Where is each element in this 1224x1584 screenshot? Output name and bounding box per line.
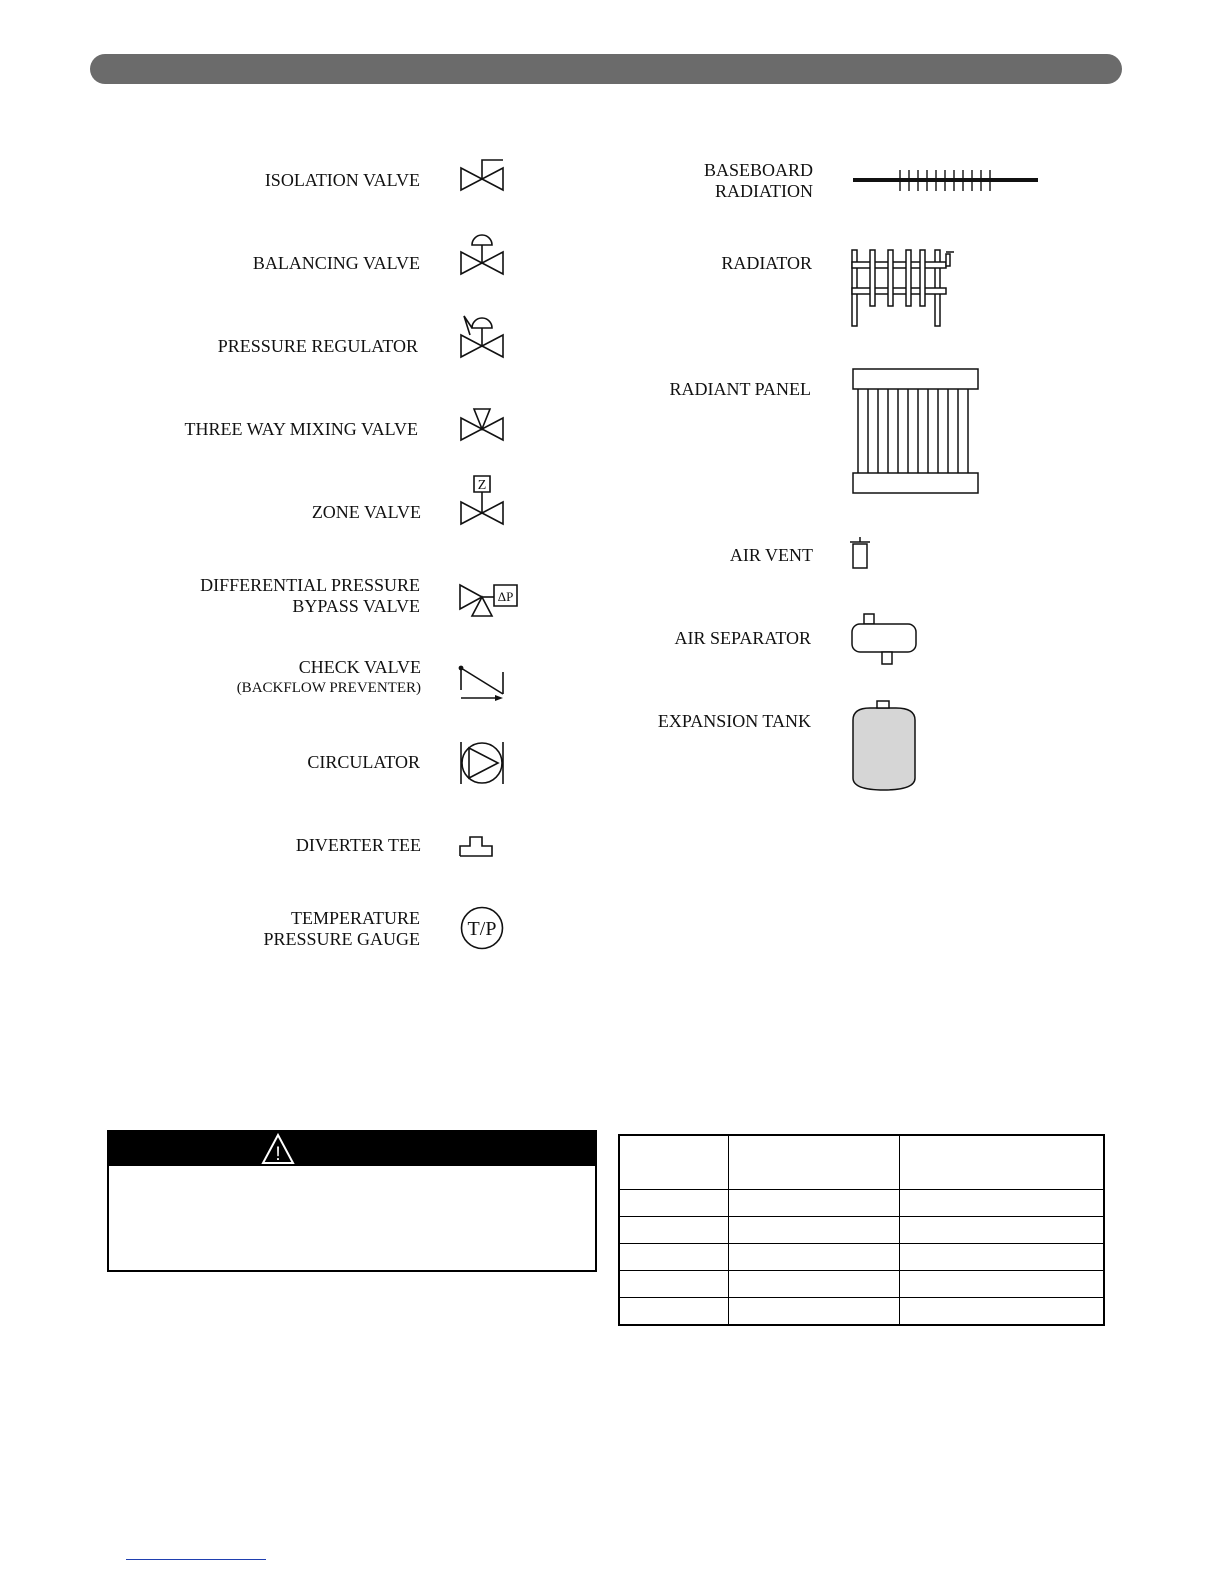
label-zone-valve: ZONE VALVE [311, 502, 421, 522]
table-cell [729, 1271, 900, 1298]
label-radiator: RADIATOR [721, 253, 812, 273]
label-circulator: CIRCULATOR [307, 752, 420, 772]
air-vent-icon [848, 535, 874, 571]
label-pressure-regulator: PRESSURE REGULATOR [217, 336, 418, 356]
diverter-tee-icon [458, 834, 496, 858]
table-header-cell [729, 1135, 900, 1190]
table-cell [619, 1190, 729, 1217]
table-cell [729, 1298, 900, 1326]
table-row [619, 1217, 1104, 1244]
warning-triangle-icon [261, 1133, 295, 1165]
warning-box [107, 1130, 597, 1272]
table-cell [900, 1244, 1104, 1271]
radiant-panel-icon [852, 368, 980, 496]
table-cell [619, 1244, 729, 1271]
baseboard-radiation-icon [852, 168, 1040, 194]
table-cell [900, 1190, 1104, 1217]
check-valve-icon [457, 662, 507, 702]
table-header-cell [619, 1135, 729, 1190]
table-cell [619, 1271, 729, 1298]
table-cell [900, 1217, 1104, 1244]
table-cell [900, 1298, 1104, 1326]
label-differential-pressure-bypass-valve: DIFFERENTIAL PRESSURE BYPASS VALVE [200, 575, 420, 616]
table-cell [729, 1244, 900, 1271]
balancing-valve-icon [460, 232, 506, 276]
label-air-vent: AIR VENT [729, 545, 813, 565]
zone-valve-icon [460, 474, 506, 526]
table-cell [900, 1271, 1104, 1298]
label-baseboard-radiation: BASEBOARD RADIATION [703, 160, 813, 201]
label-air-separator: AIR SEPARATOR [674, 628, 811, 648]
label-expansion-tank: EXPANSION TANK [657, 711, 811, 731]
temperature-pressure-gauge-icon [460, 906, 506, 952]
label-radiant-panel: RADIANT PANEL [669, 379, 811, 399]
svg-text:T/P: T/P [467, 918, 497, 940]
svg-text:ΔP: ΔP [497, 589, 514, 604]
label-isolation-valve: ISOLATION VALVE [264, 170, 420, 190]
table-cell [729, 1217, 900, 1244]
table-cell [619, 1298, 729, 1326]
svg-text:Z: Z [477, 478, 487, 493]
label-balancing-valve: BALANCING VALVE [252, 253, 420, 273]
table-row [619, 1190, 1104, 1217]
table-row [619, 1244, 1104, 1271]
table-header-row [619, 1135, 1104, 1190]
pressure-regulator-icon [458, 313, 506, 359]
header-bar [90, 54, 1122, 84]
label-temperature-pressure-gauge: TEMPERATURE PRESSURE GAUGE [263, 908, 420, 949]
svg-text:!: ! [275, 1144, 281, 1165]
air-separator-icon [850, 612, 920, 668]
three-way-mixing-valve-icon [460, 408, 506, 442]
label-check-valve: CHECK VALVE (BACKFLOW PREVENTER) [236, 657, 421, 696]
differential-pressure-bypass-valve-icon [458, 582, 520, 618]
label-diverter-tee: DIVERTER TEE [295, 835, 421, 855]
isolation-valve-icon [460, 158, 506, 192]
label-three-way-mixing-valve: THREE WAY MIXING VALVE [184, 419, 418, 439]
table-cell [619, 1217, 729, 1244]
warning-header [109, 1132, 595, 1166]
table-cell [729, 1190, 900, 1217]
table-header-cell [900, 1135, 1104, 1190]
spec-table [618, 1134, 1105, 1326]
radiator-icon [850, 248, 958, 330]
table-row [619, 1271, 1104, 1298]
expansion-tank-icon [850, 698, 920, 794]
table-row [619, 1298, 1104, 1326]
footer-link-underline[interactable] [126, 1559, 266, 1560]
circulator-icon [459, 740, 507, 786]
